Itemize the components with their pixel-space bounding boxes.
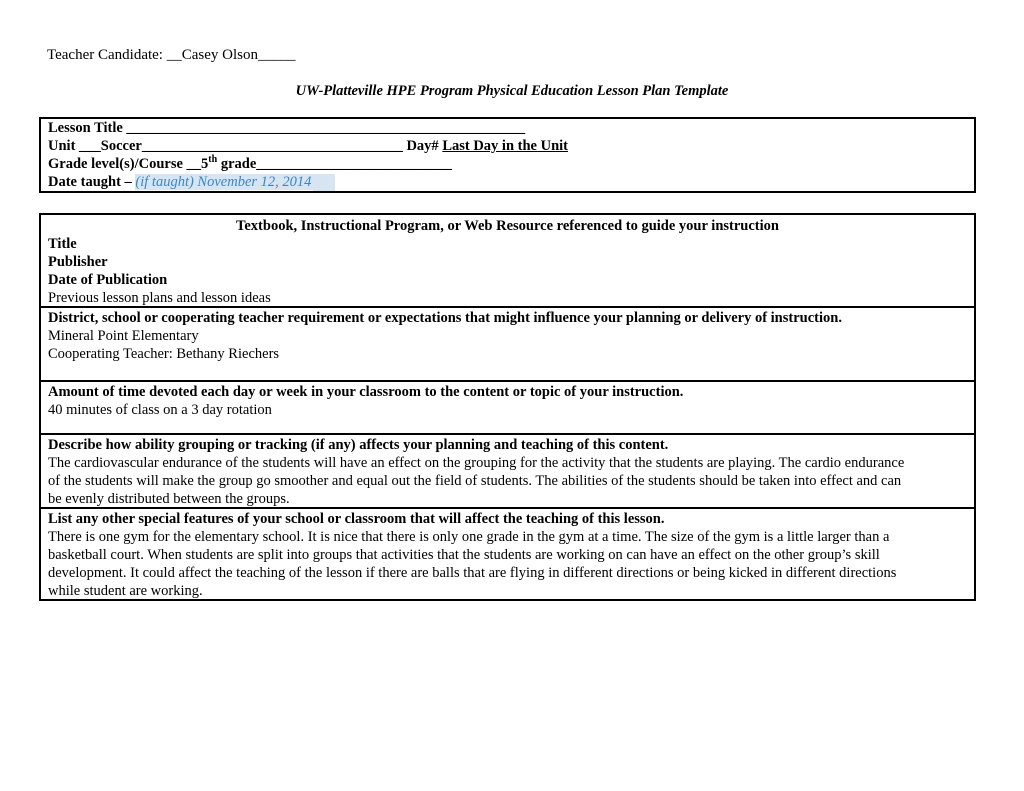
- district-teacher: Cooperating Teacher: Bethany Riechers: [48, 346, 280, 362]
- date-highlight-pad: [313, 174, 335, 191]
- grade-line: [48, 156, 452, 173]
- resources-table: [39, 213, 976, 601]
- features-section: [41, 507, 974, 603]
- district-school: Mineral Point Elementary: [48, 328, 199, 344]
- resources-previous: Previous lesson plans and lesson ideas: [48, 290, 271, 306]
- lesson-info-box: [39, 117, 976, 193]
- resources-publisher: Publisher: [48, 254, 108, 270]
- time-heading: Amount of time devoted each day or week in your classroom to the content or topic of your instruction.: [48, 384, 684, 400]
- district-heading: District, school or cooperating teacher requirement or expectations that might influence your planning or delivery of instruction.: [48, 310, 842, 326]
- lesson-title-line: Lesson Title _______________________________________________________: [48, 120, 526, 136]
- document-title: UW-Platteville HPE Program Physical Education Lesson Plan Template: [295, 83, 729, 99]
- grade-prefix: Grade level(s)/Course __5: [48, 156, 209, 172]
- features-line-1: There is one gym for the elementary school. It is nice that there is only one grade in the gym at a time. The size of the gym is a little larger than a: [48, 529, 890, 545]
- grade-sup: th: [208, 154, 218, 166]
- features-line-3: development. It could affect the teaching of the lesson if there are balls that are flying in different directions or being kicked in different directions: [48, 565, 897, 581]
- district-section: [41, 306, 974, 382]
- features-line-4: while student are working.: [48, 583, 203, 599]
- unit-line: [48, 138, 568, 155]
- resources-heading: Textbook, Instructional Program, or Web Resource referenced to guide your instruction: [236, 218, 779, 234]
- resources-section: [41, 215, 974, 306]
- resources-date: Date of Publication: [48, 272, 168, 288]
- teacher-candidate: Teacher Candidate: __Casey Olson_____: [47, 47, 296, 63]
- grouping-section: [41, 433, 974, 509]
- day-label: Day#: [402, 138, 443, 154]
- grouping-line-1: The cardiovascular endurance of the students will have an effect on the grouping for the activity that the students are playing. The cardio endurance: [48, 455, 905, 471]
- features-heading: List any other special features of your school or classroom that will affect the teaching of this lesson.: [48, 511, 665, 527]
- features-line-2: basketball court. When students are split into groups that activities that the students are working on can have an effect on the other group’s skill: [48, 547, 880, 563]
- resources-title: Title: [48, 236, 77, 252]
- date-taught-line: [48, 174, 335, 191]
- date-label: Date taught –: [48, 174, 136, 190]
- time-value: 40 minutes of class on a 3 day rotation: [48, 402, 272, 418]
- time-section: [41, 380, 974, 435]
- grouping-heading: Describe how ability grouping or tracking (if any) affects your planning and teaching of this content.: [48, 437, 669, 453]
- grade-suffix: grade___________________________: [217, 156, 452, 172]
- grouping-line-2: of the students will make the group go smoother and equal out the field of students. The abilities of the students should be taken into effect and can: [48, 473, 902, 489]
- date-value[interactable]: (if taught) November 12, 2014: [135, 174, 312, 190]
- unit-label: Unit ___Soccer: [48, 138, 142, 154]
- unit-underscores: ____________________________________: [141, 138, 403, 154]
- day-value: Last Day in the Unit: [442, 138, 568, 154]
- grouping-line-3: be evenly distributed between the groups.: [48, 491, 290, 507]
